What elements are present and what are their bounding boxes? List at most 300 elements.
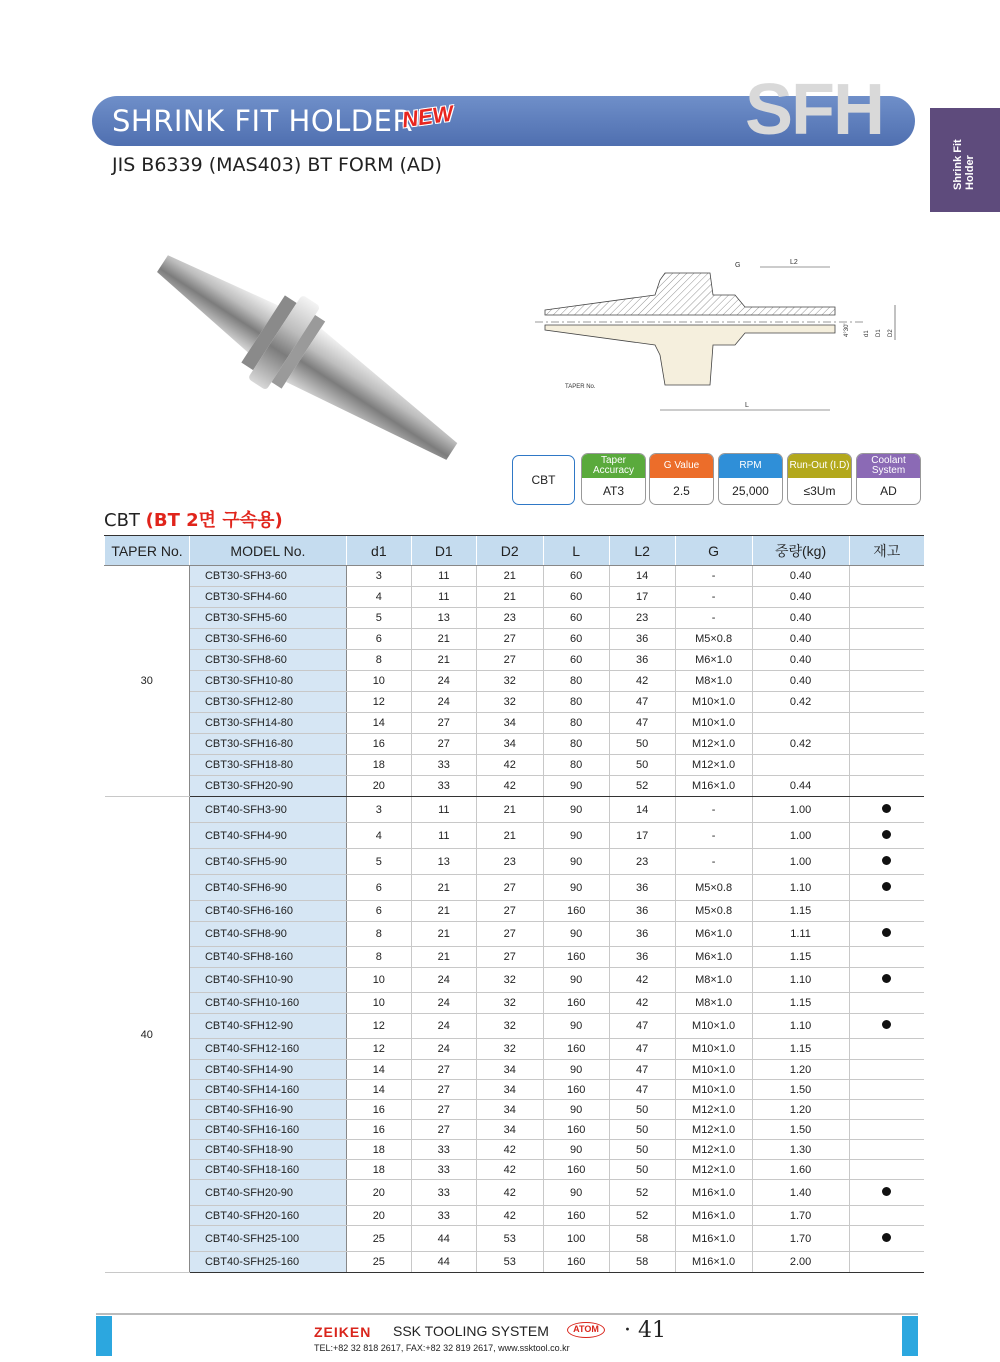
table-cell: 90 [543, 1100, 609, 1120]
table-cell: 60 [543, 587, 609, 608]
table-cell: 80 [543, 692, 609, 713]
section-heading [104, 506, 283, 532]
table-cell: 0.42 [752, 734, 849, 755]
table-cell: M10×1.0 [675, 713, 752, 734]
table-cell: 24 [411, 671, 476, 692]
table-cell [849, 1140, 924, 1160]
table-cell: 1.70 [752, 1206, 849, 1226]
model-cell: CBT40-SFH6-90 [189, 875, 346, 901]
model-cell: CBT40-SFH25-100 [189, 1226, 346, 1252]
table-cell [849, 1014, 924, 1039]
table-cell: 21 [411, 629, 476, 650]
spec-value: ≤3Um [803, 484, 836, 498]
table-cell: 52 [609, 1206, 675, 1226]
spec-label: Coolant System [857, 454, 920, 478]
table-row [105, 692, 925, 713]
atom-logo: ATOM [567, 1322, 605, 1338]
table-cell [849, 947, 924, 968]
table-cell: 90 [543, 1180, 609, 1206]
spec-label: RPM [719, 454, 782, 478]
table-cell: 0.40 [752, 587, 849, 608]
table-cell: 14 [346, 713, 411, 734]
table-cell: 52 [609, 776, 675, 797]
table-row [105, 1140, 925, 1160]
table-cell: 100 [543, 1226, 609, 1252]
table-cell: 14 [346, 1080, 411, 1100]
table-cell: 47 [609, 1080, 675, 1100]
table-cell [849, 713, 924, 734]
table-cell: 33 [411, 1206, 476, 1226]
table-cell: 32 [476, 1039, 543, 1060]
table-cell: 50 [609, 1100, 675, 1120]
table-cell: 20 [346, 776, 411, 797]
table-cell: 24 [411, 692, 476, 713]
table-cell [849, 1120, 924, 1140]
column-header: MODEL No. [189, 536, 346, 566]
table-cell [849, 608, 924, 629]
table-cell: 36 [609, 947, 675, 968]
table-cell: 24 [411, 968, 476, 993]
table-row [105, 1226, 925, 1252]
table-cell: M16×1.0 [675, 776, 752, 797]
table-cell: - [675, 566, 752, 587]
table-cell: 1.00 [752, 849, 849, 875]
table-cell [849, 1226, 924, 1252]
stock-dot-icon [882, 1233, 891, 1242]
table-cell: M12×1.0 [675, 1120, 752, 1140]
model-cell: CBT30-SFH16-80 [189, 734, 346, 755]
table-cell: 1.70 [752, 1226, 849, 1252]
table-cell: 1.15 [752, 901, 849, 922]
table-cell [849, 692, 924, 713]
table-cell: 0.40 [752, 566, 849, 587]
table-cell: M16×1.0 [675, 1226, 752, 1252]
table-cell: - [675, 608, 752, 629]
table-cell: 21 [411, 650, 476, 671]
table-cell: 0.42 [752, 692, 849, 713]
spec-box [787, 453, 852, 505]
model-cell: CBT40-SFH3-90 [189, 797, 346, 823]
taper-cell: 40 [105, 797, 190, 1273]
table-cell: 42 [476, 1140, 543, 1160]
table-cell [849, 755, 924, 776]
table-cell: 24 [411, 1014, 476, 1039]
table-cell: - [675, 587, 752, 608]
table-cell: 36 [609, 629, 675, 650]
table-cell: 1.20 [752, 1060, 849, 1080]
table-row [105, 1206, 925, 1226]
table-cell: M12×1.0 [675, 1100, 752, 1120]
table-cell: 53 [476, 1252, 543, 1273]
table-cell: 42 [476, 1206, 543, 1226]
spec-type-box: CBT [512, 455, 575, 505]
table-row [105, 671, 925, 692]
table-cell: 47 [609, 713, 675, 734]
table-cell: 10 [346, 968, 411, 993]
table-cell [849, 650, 924, 671]
table-cell: 90 [543, 875, 609, 901]
table-cell [849, 671, 924, 692]
section-label: CBT [104, 510, 140, 531]
table-cell: 25 [346, 1252, 411, 1273]
taper-cell: 30 [105, 566, 190, 797]
table-cell: M12×1.0 [675, 1160, 752, 1180]
table-cell: 90 [543, 1140, 609, 1160]
table-cell: 33 [411, 1160, 476, 1180]
table-cell: M10×1.0 [675, 1014, 752, 1039]
table-cell: 27 [411, 713, 476, 734]
table-cell: - [675, 823, 752, 849]
table-cell: - [675, 797, 752, 823]
table-cell: 16 [346, 1100, 411, 1120]
table-cell: 34 [476, 1120, 543, 1140]
table-cell: 1.60 [752, 1160, 849, 1180]
table-cell: 4 [346, 823, 411, 849]
model-cell: CBT40-SFH12-160 [189, 1039, 346, 1060]
table-cell: 21 [411, 947, 476, 968]
table-cell: 1.40 [752, 1180, 849, 1206]
model-cell: CBT40-SFH5-90 [189, 849, 346, 875]
drawing-label-l: L [745, 402, 749, 409]
table-cell: 27 [476, 650, 543, 671]
table-cell: 27 [476, 947, 543, 968]
table-cell: 23 [476, 849, 543, 875]
table-cell: M6×1.0 [675, 922, 752, 947]
footer-brand: SSK TOOLING SYSTEM [393, 1323, 549, 1339]
table-cell: 17 [609, 587, 675, 608]
table-cell: 3 [346, 566, 411, 587]
table-cell [849, 993, 924, 1014]
table-cell: 27 [476, 629, 543, 650]
model-cell: CBT40-SFH10-90 [189, 968, 346, 993]
table-cell: 11 [411, 823, 476, 849]
table-cell: 27 [411, 1060, 476, 1080]
model-cell: CBT30-SFH20-90 [189, 776, 346, 797]
table-cell: 34 [476, 1060, 543, 1080]
table-cell [849, 566, 924, 587]
table-cell: 58 [609, 1226, 675, 1252]
model-cell: CBT40-SFH25-160 [189, 1252, 346, 1273]
table-cell: 0.44 [752, 776, 849, 797]
table-cell: 160 [543, 1039, 609, 1060]
table-row [105, 1060, 925, 1080]
table-cell: M8×1.0 [675, 968, 752, 993]
table-cell: 21 [476, 587, 543, 608]
table-cell: 90 [543, 1060, 609, 1080]
product-code: SFH [745, 70, 883, 150]
model-cell: CBT30-SFH4-60 [189, 587, 346, 608]
table-cell: 52 [609, 1180, 675, 1206]
table-row [105, 1080, 925, 1100]
table-cell: 6 [346, 875, 411, 901]
table-cell: M10×1.0 [675, 1039, 752, 1060]
table-cell: M12×1.0 [675, 1140, 752, 1160]
table-row [105, 1120, 925, 1140]
table-cell: 42 [476, 1160, 543, 1180]
table-cell: 80 [543, 713, 609, 734]
table-cell: M5×0.8 [675, 901, 752, 922]
table-cell: 1.50 [752, 1120, 849, 1140]
model-cell: CBT40-SFH14-90 [189, 1060, 346, 1080]
table-cell: 160 [543, 1206, 609, 1226]
spec-table [104, 535, 924, 1273]
model-cell: CBT40-SFH8-160 [189, 947, 346, 968]
table-cell: 25 [346, 1226, 411, 1252]
table-cell: 1.10 [752, 968, 849, 993]
table-cell: 11 [411, 587, 476, 608]
table-row [105, 849, 925, 875]
column-header: L [543, 536, 609, 566]
table-cell: 80 [543, 734, 609, 755]
column-header: L2 [609, 536, 675, 566]
table-cell: 8 [346, 922, 411, 947]
table-cell: M12×1.0 [675, 734, 752, 755]
table-cell: 3 [346, 797, 411, 823]
table-cell: 1.11 [752, 922, 849, 947]
column-header: D1 [411, 536, 476, 566]
table-cell: 21 [476, 566, 543, 587]
table-row [105, 875, 925, 901]
stock-dot-icon [882, 1187, 891, 1196]
table-row [105, 1180, 925, 1206]
table-cell: 27 [411, 1100, 476, 1120]
table-cell: 1.00 [752, 797, 849, 823]
table-cell: M6×1.0 [675, 947, 752, 968]
spec-label: Run-Out (I.D) [788, 454, 851, 478]
spec-box [649, 453, 714, 505]
drawing-label-taper: TAPER No. [565, 384, 596, 390]
table-cell: 17 [609, 823, 675, 849]
table-row [105, 922, 925, 947]
table-cell: M8×1.0 [675, 993, 752, 1014]
table-cell: 11 [411, 797, 476, 823]
table-cell: 21 [476, 823, 543, 849]
table-cell: 50 [609, 734, 675, 755]
model-cell: CBT40-SFH8-90 [189, 922, 346, 947]
table-row [105, 734, 925, 755]
table-cell [849, 1080, 924, 1100]
table-cell: 1.15 [752, 993, 849, 1014]
table-cell: 14 [609, 566, 675, 587]
table-row [105, 797, 925, 823]
model-cell: CBT40-SFH20-160 [189, 1206, 346, 1226]
spec-label: G Value [650, 454, 713, 478]
table-cell: 13 [411, 849, 476, 875]
spec-value: 25,000 [732, 484, 769, 498]
spec-box [856, 453, 921, 505]
table-cell: 23 [609, 849, 675, 875]
drawing-label-d2: D2 [888, 329, 894, 337]
model-cell: CBT40-SFH4-90 [189, 823, 346, 849]
drawing-label-l2: L2 [790, 259, 798, 266]
table-cell: 27 [476, 922, 543, 947]
spec-value: AD [880, 484, 897, 498]
table-cell: 11 [411, 566, 476, 587]
table-cell: 2.00 [752, 1252, 849, 1273]
table-cell: 27 [476, 875, 543, 901]
table-cell: 1.15 [752, 947, 849, 968]
table-cell: 10 [346, 993, 411, 1014]
table-cell: 90 [543, 776, 609, 797]
table-row [105, 629, 925, 650]
stock-dot-icon [882, 804, 891, 813]
table-cell [849, 1160, 924, 1180]
table-row [105, 993, 925, 1014]
table-cell: 0.40 [752, 671, 849, 692]
table-cell [752, 713, 849, 734]
drawing-label-g: G [735, 262, 741, 269]
model-cell: CBT40-SFH12-90 [189, 1014, 346, 1039]
table-cell: 8 [346, 947, 411, 968]
table-row [105, 650, 925, 671]
table-cell: 21 [411, 922, 476, 947]
table-cell: 47 [609, 1039, 675, 1060]
page-title: SHRINK FIT HOLDER [112, 104, 414, 138]
table-cell [849, 849, 924, 875]
table-cell: M5×0.8 [675, 629, 752, 650]
model-cell: CBT40-SFH14-160 [189, 1080, 346, 1100]
spec-label: Taper Accuracy [582, 454, 645, 478]
table-cell: 60 [543, 629, 609, 650]
table-cell: 44 [411, 1252, 476, 1273]
table-cell: 47 [609, 692, 675, 713]
spec-value: AT3 [602, 484, 625, 498]
table-cell [849, 1039, 924, 1060]
table-cell: 42 [609, 993, 675, 1014]
model-cell: CBT40-SFH18-90 [189, 1140, 346, 1160]
table-cell: 12 [346, 1039, 411, 1060]
column-header: G [675, 536, 752, 566]
table-cell: 27 [411, 1120, 476, 1140]
table-cell: 32 [476, 671, 543, 692]
table-cell: 80 [543, 755, 609, 776]
table-cell: 20 [346, 1180, 411, 1206]
column-header: D2 [476, 536, 543, 566]
table-cell: 42 [476, 1180, 543, 1206]
model-cell: CBT40-SFH18-160 [189, 1160, 346, 1180]
table-row [105, 755, 925, 776]
new-badge: NEW [400, 100, 455, 133]
table-cell [849, 823, 924, 849]
product-photo [128, 250, 488, 490]
table-cell [849, 1100, 924, 1120]
table-cell: 24 [411, 1039, 476, 1060]
table-cell: 60 [543, 566, 609, 587]
model-cell: CBT30-SFH18-80 [189, 755, 346, 776]
table-cell: 20 [346, 1206, 411, 1226]
table-cell: 0.40 [752, 650, 849, 671]
table-cell: M12×1.0 [675, 755, 752, 776]
table-row [105, 713, 925, 734]
model-cell: CBT30-SFH5-60 [189, 608, 346, 629]
table-cell: 34 [476, 1080, 543, 1100]
stock-dot-icon [882, 882, 891, 891]
table-cell: - [675, 849, 752, 875]
table-cell: 34 [476, 713, 543, 734]
table-cell: 1.20 [752, 1100, 849, 1120]
table-cell [849, 922, 924, 947]
table-row [105, 947, 925, 968]
table-cell: 33 [411, 755, 476, 776]
spec-box [581, 453, 646, 505]
stock-dot-icon [882, 974, 891, 983]
table-cell: 160 [543, 947, 609, 968]
table-cell: 14 [609, 797, 675, 823]
column-header: d1 [346, 536, 411, 566]
table-cell [849, 1180, 924, 1206]
table-row [105, 1160, 925, 1180]
table-cell [849, 968, 924, 993]
stock-dot-icon [882, 830, 891, 839]
stock-dot-icon [882, 856, 891, 865]
table-cell: 21 [411, 875, 476, 901]
table-cell: 10 [346, 671, 411, 692]
page-number: · 41 [624, 1318, 666, 1343]
table-cell: 23 [609, 608, 675, 629]
table-cell: M6×1.0 [675, 650, 752, 671]
table-cell [849, 875, 924, 901]
model-cell: CBT30-SFH12-80 [189, 692, 346, 713]
table-cell: 12 [346, 692, 411, 713]
table-cell: 1.10 [752, 875, 849, 901]
table-cell: 1.00 [752, 823, 849, 849]
table-cell [849, 1206, 924, 1226]
table-cell [849, 629, 924, 650]
table-cell: 50 [609, 755, 675, 776]
table-cell [849, 1060, 924, 1080]
model-cell: CBT30-SFH8-60 [189, 650, 346, 671]
table-cell: 21 [411, 901, 476, 922]
table-cell: 18 [346, 1140, 411, 1160]
table-cell: 160 [543, 1252, 609, 1273]
table-cell: 12 [346, 1014, 411, 1039]
table-cell [849, 1252, 924, 1273]
table-cell: 33 [411, 776, 476, 797]
table-cell: 34 [476, 1100, 543, 1120]
drawing-label-angle: 4°30' [844, 323, 850, 337]
table-cell: 53 [476, 1226, 543, 1252]
table-cell: 18 [346, 1160, 411, 1180]
table-cell: M16×1.0 [675, 1206, 752, 1226]
model-cell: CBT40-SFH20-90 [189, 1180, 346, 1206]
column-header: 재고 [849, 536, 924, 566]
footer-accent-left [96, 1316, 112, 1356]
table-cell [752, 755, 849, 776]
table-row [105, 823, 925, 849]
table-cell [849, 734, 924, 755]
model-cell: CBT40-SFH10-160 [189, 993, 346, 1014]
table-cell: 32 [476, 1014, 543, 1039]
table-cell: 0.40 [752, 629, 849, 650]
table-cell [849, 797, 924, 823]
table-cell: M10×1.0 [675, 692, 752, 713]
table-cell: 32 [476, 968, 543, 993]
table-cell: 36 [609, 901, 675, 922]
table-cell: 50 [609, 1160, 675, 1180]
table-cell: 1.15 [752, 1039, 849, 1060]
table-cell: 33 [411, 1140, 476, 1160]
spec-box [718, 453, 783, 505]
table-cell: 27 [411, 1080, 476, 1100]
table-cell: 90 [543, 968, 609, 993]
page-subtitle: JIS B6339 (MAS403) BT FORM (AD) [112, 154, 442, 176]
table-cell: 50 [609, 1120, 675, 1140]
table-cell: 32 [476, 993, 543, 1014]
table-cell: 36 [609, 875, 675, 901]
table-cell: 14 [346, 1060, 411, 1080]
table-cell: 16 [346, 734, 411, 755]
table-cell: 23 [476, 608, 543, 629]
